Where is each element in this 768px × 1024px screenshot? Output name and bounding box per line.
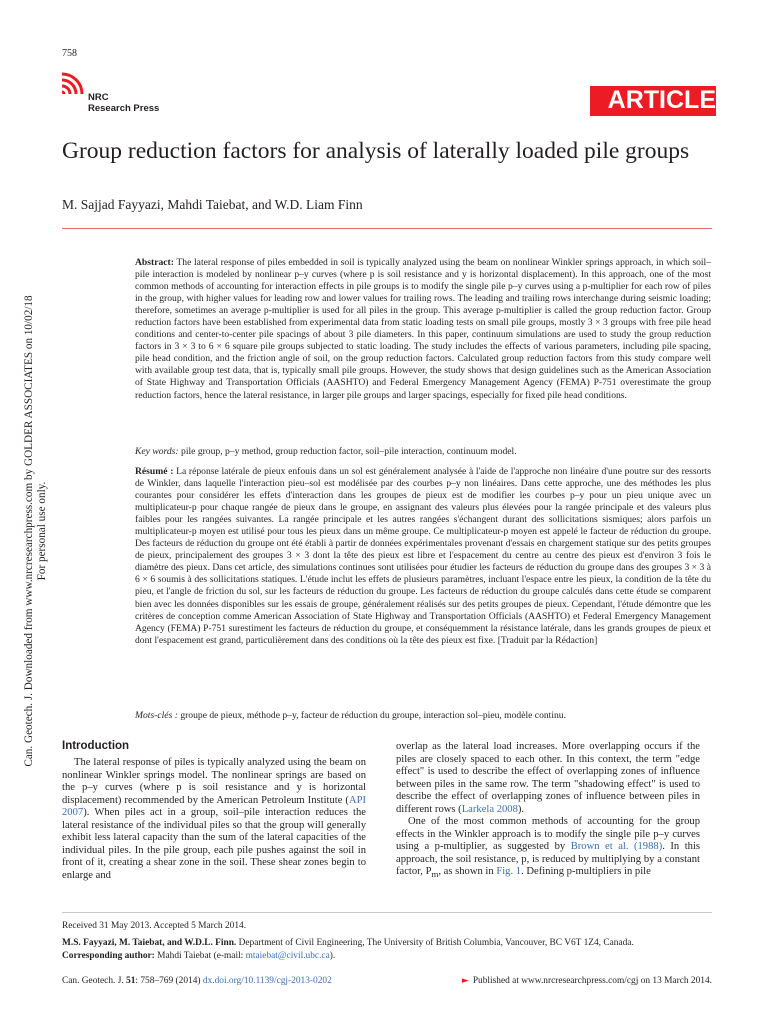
- intro-left-column: [62, 757, 366, 882]
- abstract-text: The lateral response of piles embedded in soil is typically analyzed using the beam on nonlinear Winkler springs approach, in which soil–pile interaction is modeled by nonlinear p–y curves (where p is soil resistance and y is horizontal displacement). In this approach, one of the most common methods of accounting for interaction effects in pile groups is to modify the single pile p–y curves using a p-multiplier for each row of piles in the group, with higher values for leading row and lower values for trailing rows. The leading and trailing rows interchange during seismic loading; therefore, sometimes an average p-multiplier is used for all piles in the group. This average p-multiplier is called the group reduction factor. Group reduction factors have been established from experimental data from static loading tests on small pile groups, mostly 3 × 3 groups with free pile head conditions and center-to-center pile spacings of about 3 pile diameters. In this paper, continuum simulations are used to study the group reduction factors in 3 × 3 to 6 × 6 square pile groups subjected to static loading. The study includes the effects of various parameters, including pile spacing, pile head condition, and the friction angle of soil, on the group reduction factors. Calculated group reduction factors from this study compare well with available group test data, that is, typically small pile groups. However, the study shows that design guidelines such as the American Association of State Highway and Transportation Officials (AASHTO) and Federal Emergency Management Agency (FEMA) P-751 overestimate the group reduction factors, hence the lateral resistance, in larger pile groups and larger spacings, especially for fixed pile head conditions.: [135, 257, 711, 401]
- paper-title: Group reduction factors for analysis of laterally loaded pile groups: [62, 138, 690, 164]
- resume-label: Résumé :: [135, 466, 174, 477]
- title-divider: [62, 228, 712, 229]
- journal-citation: Can. Geotech. J. 51: 758–769 (2014) dx.doi.org/10.1139/cgj-2013-0202: [62, 976, 332, 986]
- resume-text: La réponse latérale de pieux enfouis dans un sol est généralement analysée à l'aide de l'approche non linéaire d'une poutre sur des ressorts de Winkler, dans laquelle l'interaction pieu–sol est modélisée par des courbes p–y non linéaires. Dans cette approche, une des méthodes les plus courantes pour considérer les effets d'interaction dans les groupes de pieux est de modifier les courbes p–y pour un pieu unique avec un multiplicateur-p pour chaque rangée de pieux dans le groupe, en assignant des valeurs plus élevées pour la rangée principale et des valeurs plus faibles pour les rangées suivantes. La rangée principale et les autres rangées s'échangent durant des sollicitations sismiques; alors parfois un multiplicateur-p moyen est utilisé pour tous les pieux dans un même groupe. Ce multiplicateur-p moyen est appelé le facteur de réduction du groupe. Des facteurs de réduction du groupe ont été établi à partir de données expérimentales provenant d'essais en chargement statique sur des petits groupes de pieux, principalement des groupes 3 × 3 dont la tête des pieux est libre et l'espacement du centre au centre des pieux est d'environ 3 fois le diamètre des pieux. Dans cet article, des simulations continues sont utilisées pour étudier les facteurs de réduction du groupe dans des groupes 3 × 3 à 6 × 6 soumis à des sollicitations statiques. L'étude inclut les effets de plusieurs paramètres, incluant l'espace entre les pieux, la condition de la tête du pieu, et l'angle de friction du sol, sur les facteurs de réduction du groupe. Les facteurs de réduction du groupe calculés dans cette étude se comparent bien avec les données disponibles sur les essais de groupe, généralement réalisés sur des petits groupes de pieux. Cependant, l'étude démontre que les critères de conception comme American Association of State Highway and Transportation Officials (AASHTO) et Federal Emergency Management Agency (FEMA) P-751 surestiment les facteurs de réduction du groupe, et conséquemment la résistance latérale, dans les grands groupes de pieux et dont l'espacement est grand, particulièrement dans des conditions où la tête des pieux est fixe. [Traduit par la Rédaction]: [135, 466, 711, 646]
- publisher-name: [88, 92, 159, 114]
- keywords-text: pile group, p–y method, group reduction factor, soil–pile interaction, continuum model.: [181, 446, 517, 457]
- ref-brown-1988[interactable]: Brown et al. (1988): [570, 841, 663, 853]
- mots-cles: [135, 710, 711, 722]
- ref-larkela-2008[interactable]: Larkela 2008: [461, 803, 518, 815]
- ref-fig-1[interactable]: Fig. 1: [496, 866, 522, 878]
- publisher-line1: NRC: [88, 92, 109, 103]
- red-arrow-icon: ►: [461, 976, 469, 986]
- abstract-label: Abstract:: [135, 257, 174, 268]
- download-note-text: Can. Geotech. J. Downloaded from www.nrcresearchpress.com by GOLDER ASSOCIATES on 10/02/18 For personal use only.: [23, 295, 48, 767]
- publisher-line2: Research Press: [88, 103, 160, 114]
- footnote-divider: [62, 912, 712, 913]
- keywords-label: Key words:: [135, 446, 179, 457]
- introduction-heading: Introduction: [62, 740, 130, 752]
- published-note: ► Published at www.nrcresearchpress.com/cgj on 13 March 2014.: [461, 976, 712, 986]
- affiliation-note: M.S. Fayyazi, M. Taiebat, and W.D.L. Finn. Department of Civil Engineering, The University of British Columbia, Vancouver, BC V6T 1Z4, Canada.: [62, 938, 634, 948]
- intro-paragraph-2: One of the most common methods of accounting for the group effects in the Winkler approach is to modify the single pile p–y curves using a p-multiplier, as suggested by Brown et al. (1988). In this approach, the soil resistance, p, is reduced by multiplying by a constant factor, $P_m$, as shown in Fig. 1. Defining p-multipliers in pile: [396, 816, 701, 880]
- mots-cles-label: Mots-clés :: [135, 710, 178, 721]
- resume: [135, 466, 711, 647]
- corresponding-email[interactable]: mtaiebat@civil.ubc.ca: [245, 951, 330, 961]
- mots-cles-text: groupe de pieux, méthode p–y, facteur de réduction du groupe, interaction sol–pieu, modèle continu.: [180, 710, 566, 721]
- intro-right-column: [396, 741, 700, 881]
- article-label: ARTICLE: [607, 86, 716, 114]
- doi-link[interactable]: dx.doi.org/10.1139/cgj-2013-0202: [202, 976, 332, 986]
- ref-api-2007[interactable]: API 2007: [62, 794, 366, 819]
- received-note: Received 31 May 2013. Accepted 5 March 2014.: [62, 921, 247, 931]
- paper-authors: M. Sajjad Fayyazi, Mahdi Taiebat, and W.D. Liam Finn: [62, 197, 363, 212]
- page-number: 758: [62, 48, 77, 59]
- abstract: [135, 257, 711, 402]
- download-note: [0, 238, 48, 798]
- intro-paragraph-1: The lateral response of piles is typically analyzed using the beam on nonlinear Winkler springs model. The nonlinear springs are based on the p–y curves (where p is soil resistance and y is horizontal displacement) recommended by the American Petroleum Institute (API 2007). When piles act in a group, soil–pile interaction reduces the lateral resistance of the individual piles so that the group will generally exhibit less lateral capacity than the sum of the lateral capacities of the individual piles. In the pile group, each pile pushes against the soil in front of it, creating a shear zone in the soil. These shear zones begin to enlarge and: [62, 757, 366, 881]
- corresponding-note: Corresponding author: Mahdi Taiebat (e-mail: mtaiebat@civil.ubc.ca).: [62, 951, 336, 961]
- intro-paragraph-1-cont: overlap as the lateral load increases. More overlapping occurs if the piles are closely spaced to each other. In this context, the term "edge effect" is used to describe the effect of overlapping zones of influence between piles in the same row. The term "shadowing effect" is used to describe the effect of overlapping zones of influence between piles in different rows (Larkela 2008).: [396, 741, 700, 815]
- keywords: [135, 446, 711, 458]
